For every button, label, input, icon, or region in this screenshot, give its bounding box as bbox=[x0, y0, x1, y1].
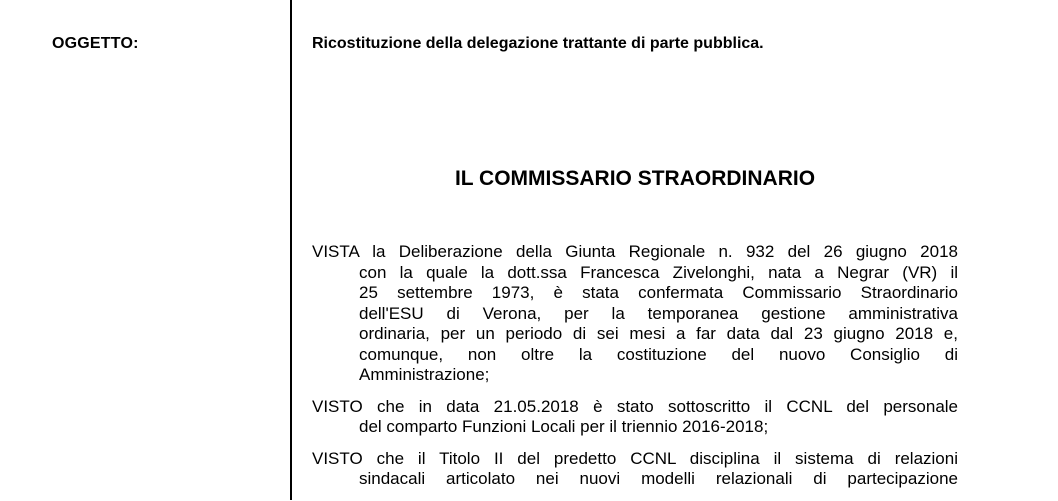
paragraph-line: Amministrazione; bbox=[359, 365, 490, 384]
paragraph-visto-titolo-ii bbox=[312, 449, 958, 490]
paragraph-line: VISTO che in data 21.05.2018 è stato sottoscritto il CCNL del personale bbox=[312, 396, 958, 416]
paragraph-line: dell'ESU di Verona, per la temporanea gestione amministrativa bbox=[359, 303, 958, 323]
paragraph-line: sindacali articolato nei nuovi modelli relazionali di partecipazione bbox=[359, 469, 958, 488]
paragraph-visto-ccnl bbox=[312, 397, 958, 438]
column-divider bbox=[290, 0, 292, 500]
paragraph-line: ordinaria, per un periodo di sei mesi a far data dal 23 giugno 2018 e, bbox=[359, 324, 958, 343]
paragraph-line: con la quale la dott.ssa Francesca Zivelonghi, nata a Negrar (VR) il bbox=[359, 262, 958, 282]
paragraph-vista-deliberazione bbox=[312, 242, 958, 386]
section-heading: IL COMMISSARIO STRAORDINARIO bbox=[454, 167, 816, 190]
paragraph-line: VISTO che il Titolo II del predetto CCNL disciplina il sistema di relazioni bbox=[312, 448, 958, 468]
subject-label: OGGETTO: bbox=[52, 35, 139, 52]
document-body bbox=[312, 242, 958, 501]
paragraph-line: del comparto Funzioni Locali per il triennio 2016-2018; bbox=[359, 417, 769, 436]
paragraph-line: 25 settembre 1973, è stata confermata Commissario Straordinario bbox=[359, 283, 958, 302]
paragraph-line: comunque, non oltre la costituzione del nuovo Consiglio di bbox=[359, 344, 958, 364]
subject-text: Ricostituzione della delegazione trattante di parte pubblica. bbox=[312, 35, 764, 52]
paragraph-line: VISTA la Deliberazione della Giunta Regionale n. 932 del 26 giugno 2018 bbox=[312, 242, 958, 261]
